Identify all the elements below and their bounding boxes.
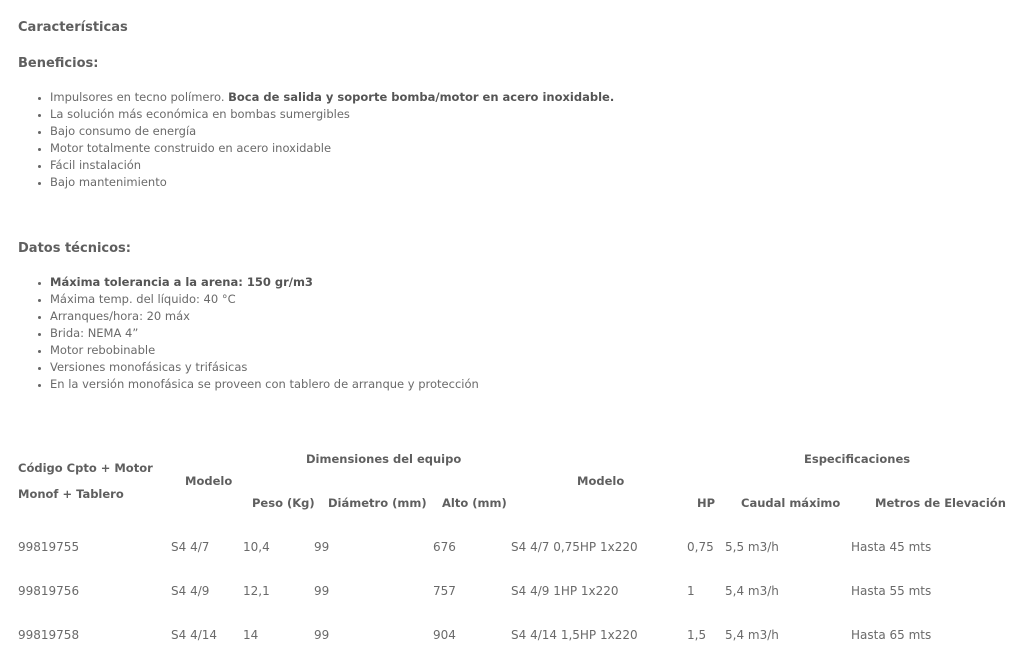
header-especificaciones: Especificaciones: [804, 452, 911, 466]
cell-metros: Hasta 55 mts: [851, 584, 932, 598]
header-diametro: Diámetro (mm): [328, 496, 427, 510]
list-item-text: Impulsores en tecno polímero.: [50, 90, 229, 104]
list-item: • Motor totalmente construido en acero inoxidable: [50, 140, 614, 157]
list-item: • Motor rebobinable: [50, 342, 479, 359]
cell-hp: 0,75: [687, 540, 714, 554]
cell-peso: 12,1: [243, 584, 270, 598]
cell-caudal: 5,5 m3/h: [725, 540, 779, 554]
list-item: • Brida: NEMA 4”: [50, 325, 479, 342]
cell-alto: 904: [433, 628, 456, 642]
list-item: • Versiones monofásicas y trifásicas: [50, 359, 479, 376]
cell-modelo: S4 4/14: [171, 628, 218, 642]
header-hp: HP: [697, 496, 716, 510]
section-title-caracteristicas: Características: [18, 20, 128, 35]
cell-alto: 676: [433, 540, 456, 554]
cell-caudal: 5,4 m3/h: [725, 584, 779, 598]
cell-modelo-2: S4 4/9 1HP 1x220: [511, 584, 619, 598]
cell-diametro: 99: [314, 540, 330, 554]
cell-alto: 757: [433, 584, 456, 598]
list-item: • Arranques/hora: 20 máx: [50, 308, 479, 325]
cell-codigo: 99819758: [18, 628, 80, 642]
header-dimensiones: Dimensiones del equipo: [306, 452, 462, 466]
cell-modelo: S4 4/7: [171, 540, 210, 554]
header-peso: Peso (Kg): [252, 496, 315, 510]
header-metros: Metros de Elevación: [875, 496, 1006, 510]
header-alto: Alto (mm): [442, 496, 507, 510]
cell-modelo-2: S4 4/7 0,75HP 1x220: [511, 540, 638, 554]
list-item-bold-text: Máxima tolerancia a la arena: 150 gr/m3: [50, 275, 313, 289]
cell-caudal: 5,4 m3/h: [725, 628, 779, 642]
header-modelo-2: Modelo: [577, 474, 625, 488]
header-modelo: Modelo: [185, 474, 233, 488]
cell-modelo-2: S4 4/14 1,5HP 1x220: [511, 628, 638, 642]
list-item: [50, 89, 614, 106]
section-title-beneficios: Beneficios:: [18, 56, 99, 71]
list-item: • Máxima temp. del líquido: 40 °C: [50, 291, 479, 308]
cell-peso: 10,4: [243, 540, 270, 554]
list-item: • Bajo consumo de energía: [50, 123, 614, 140]
benefits-list: [32, 89, 614, 191]
cell-peso: 14: [243, 628, 259, 642]
tech-data-list: [32, 274, 479, 393]
list-item-bold-text: Boca de salida y soporte bomba/motor en acero inoxidable.: [228, 90, 615, 104]
list-item: [50, 274, 479, 291]
cell-metros: Hasta 45 mts: [851, 540, 932, 554]
cell-codigo: 99819755: [18, 540, 80, 554]
section-title-datos-tecnicos: Datos técnicos:: [18, 241, 131, 256]
header-codigo-line1: Código Cpto + Motor: [18, 461, 153, 475]
list-item: • La solución más económica en bombas sumergibles: [50, 106, 614, 123]
list-item: • Bajo mantenimiento: [50, 174, 614, 191]
cell-metros: Hasta 65 mts: [851, 628, 932, 642]
list-item: • En la versión monofásica se proveen con tablero de arranque y protección: [50, 376, 479, 393]
cell-modelo: S4 4/9: [171, 584, 210, 598]
cell-hp: 1: [687, 584, 695, 598]
cell-diametro: 99: [314, 628, 330, 642]
cell-codigo: 99819756: [18, 584, 80, 598]
header-codigo-line2: Monof + Tablero: [18, 487, 124, 501]
cell-hp: 1,5: [687, 628, 707, 642]
list-item: • Fácil instalación: [50, 157, 614, 174]
header-caudal: Caudal máximo: [741, 496, 841, 510]
cell-diametro: 99: [314, 584, 330, 598]
